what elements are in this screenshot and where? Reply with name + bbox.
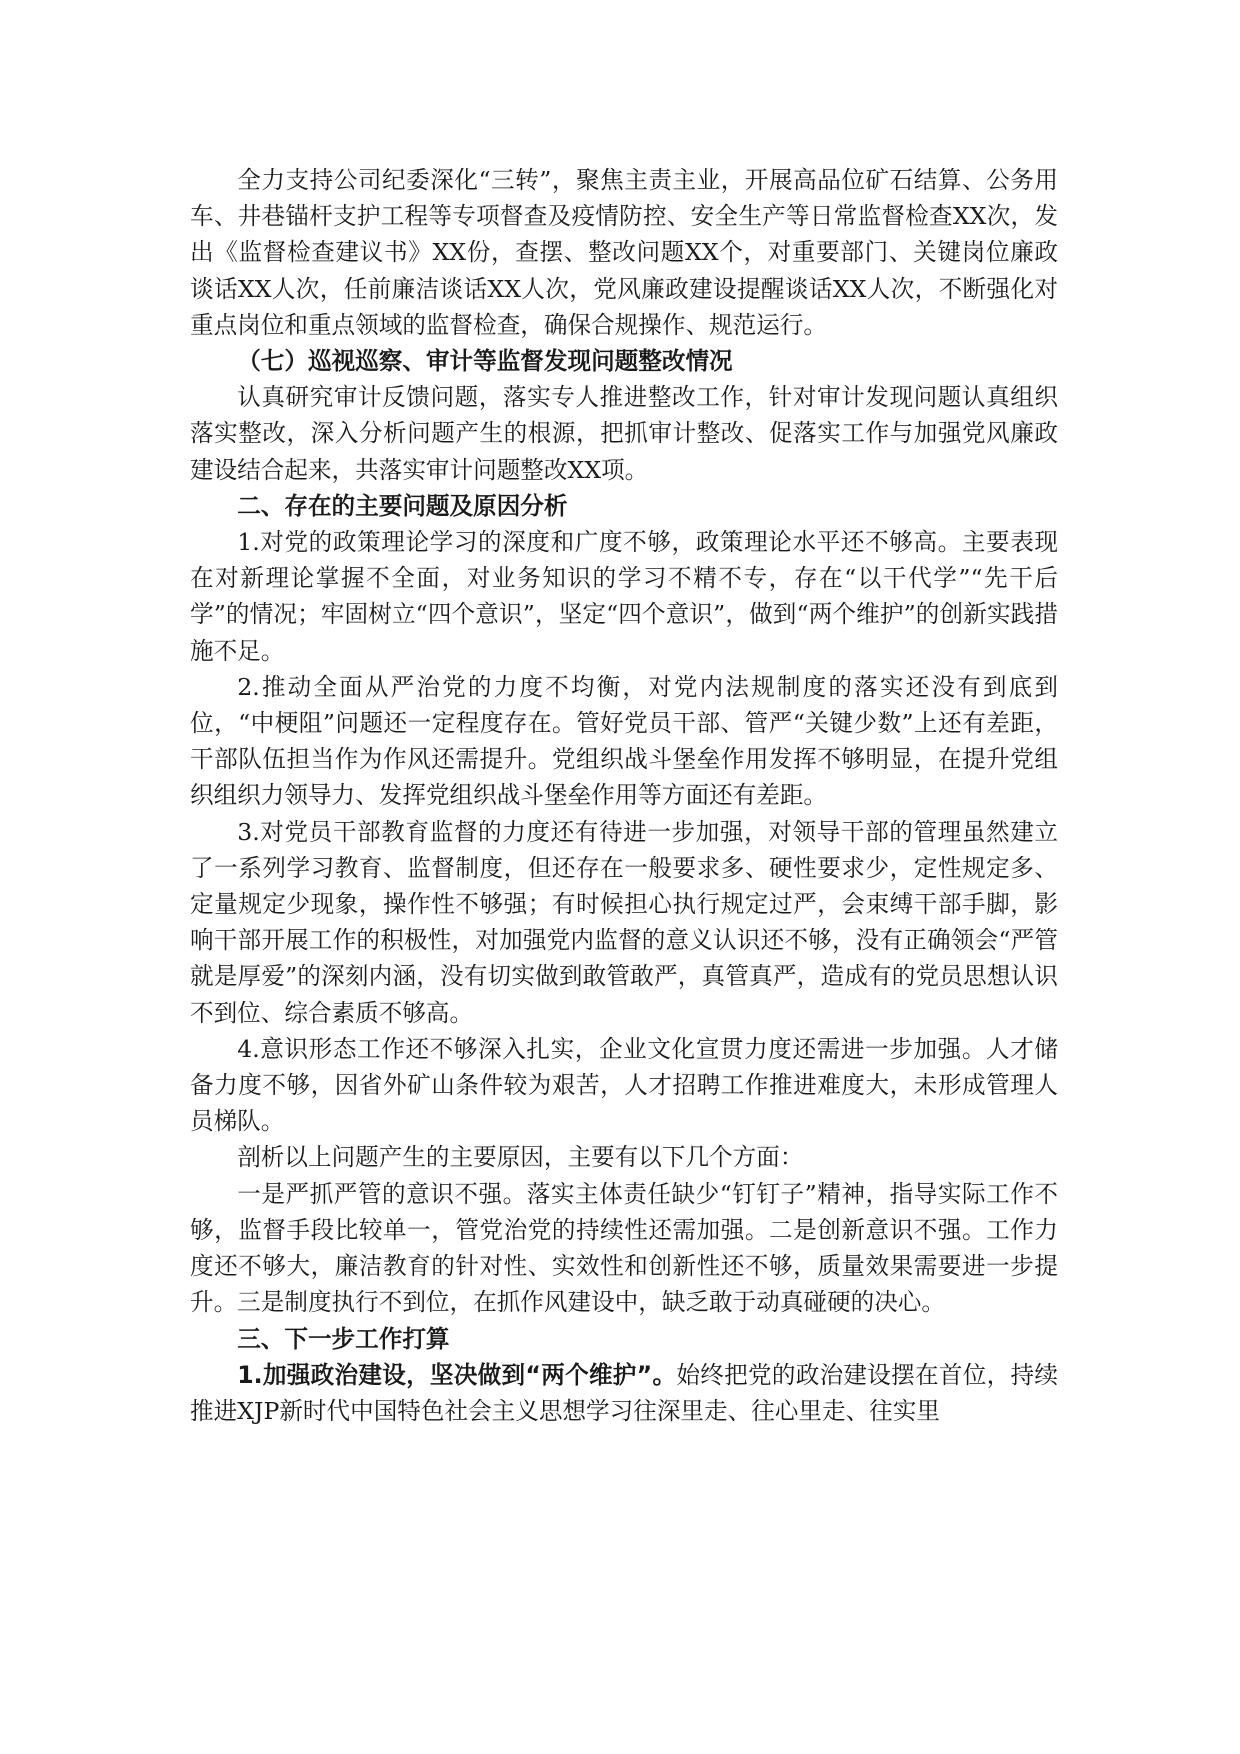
problem-item-2: 2.推动全面从严治党的力度不均衡，对党内法规制度的落实还没有到底到位，“中梗阻”问题还一定程度存在。管好党员干部、管严“关键少数”上还有差距，干部队伍担当作为作风还需提升。党组织战斗堡垒作用发挥不够明显，在提升党组织组织力领导力、发挥党组织战斗堡垒作用等方面还有差距。 [190, 672, 1058, 810]
paragraph-audit-rectification: 认真研究审计反馈问题，落实专人推进整改工作，针对审计发现问题认真组织落实整改，深入分析问题产生的根源，把抓审计整改、促落实工作与加强党风廉政建设结合起来，共落实审计问题整改XX项。 [190, 383, 1058, 484]
paragraph-analysis-intro: 剖析以上问题产生的主要原因，主要有以下几个方面： [237, 1143, 804, 1172]
paragraph-reasons: 一是严抓严管的意识不强。落实主体责任缺少“钉钉子”精神，指导实际工作不够，监督手段比较单一，管党治党的持续性还需加强。二是创新意识不强。工作力度还不够大，廉洁教育的针对性、实效性和创新性还不够，质量效果需要进一步提升。三是制度执行不到位，在抓作风建设中，缺乏敢于动真碰硬的决心。 [190, 1179, 1058, 1317]
heading-main-problems: 二、存在的主要问题及原因分析 [237, 491, 568, 520]
plan-item-1-title: 1.加强政治建设，坚决做到“两个维护”。 [237, 1360, 677, 1389]
heading-next-steps: 三、下一步工作打算 [237, 1324, 450, 1353]
plan-item-1 [190, 1357, 1058, 1429]
document-page [190, 162, 1058, 1429]
plan-item-1-text: 始终把党的政治建设摆在首位，持续推进XJP新时代中国特色社会主义思想学习往深里走、往心里走、往实里 [190, 1360, 1058, 1425]
paragraph-supervision: 全力支持公司纪委深化“三转”，聚焦主责主业，开展高品位矿石结算、公务用车、井巷锚杆支护工程等专项督查及疫情防控、安全生产等日常监督检查XX次，发出《监督检查建议书》XX份，查摆、整改问题XX个，对重要部门、关键岗位廉政谈话XX人次，任前廉洁谈话XX人次，党风廉政建设提醒谈话XX人次，不断强化对重点岗位和重点领域的监督检查，确保合规操作、规范运行。 [190, 166, 1058, 339]
heading-section-7: （七）巡视巡察、审计等监督发现问题整改情况 [237, 347, 733, 376]
problem-item-3: 3.对党员干部教育监督的力度还有待进一步加强，对领导干部的管理虽然建立了一系列学习教育、监督制度，但还存在一般要求多、硬性要求少，定性规定多、定量规定少现象，操作性不够强；有时候担心执行规定过严，会束缚干部手脚，影响干部开展工作的积极性，对加强党内监督的意义认识还不够，没有正确领会“严管就是厚爱”的深刻内涵，没有切实做到敢管敢严，真管真严，造成有的党员思想认识不到位、综合素质不够高。 [190, 817, 1058, 1027]
problem-item-4: 4.意识形态工作还不够深入扎实，企业文化宣贯力度还需进一步加强。人才储备力度不够，因省外矿山条件较为艰苦，人才招聘工作推进难度大，未形成管理人员梯队。 [190, 1034, 1058, 1136]
problem-item-1: 1.对党的政策理论学习的深度和广度不够，政策理论水平还不够高。主要表现在对新理论掌握不全面，对业务知识的学习不精不专，存在“以干代学”“先干后学”的情况；牢固树立“四个意识”，坚定“四个意识”，做到“两个维护”的创新实践措施不足。 [190, 528, 1058, 665]
